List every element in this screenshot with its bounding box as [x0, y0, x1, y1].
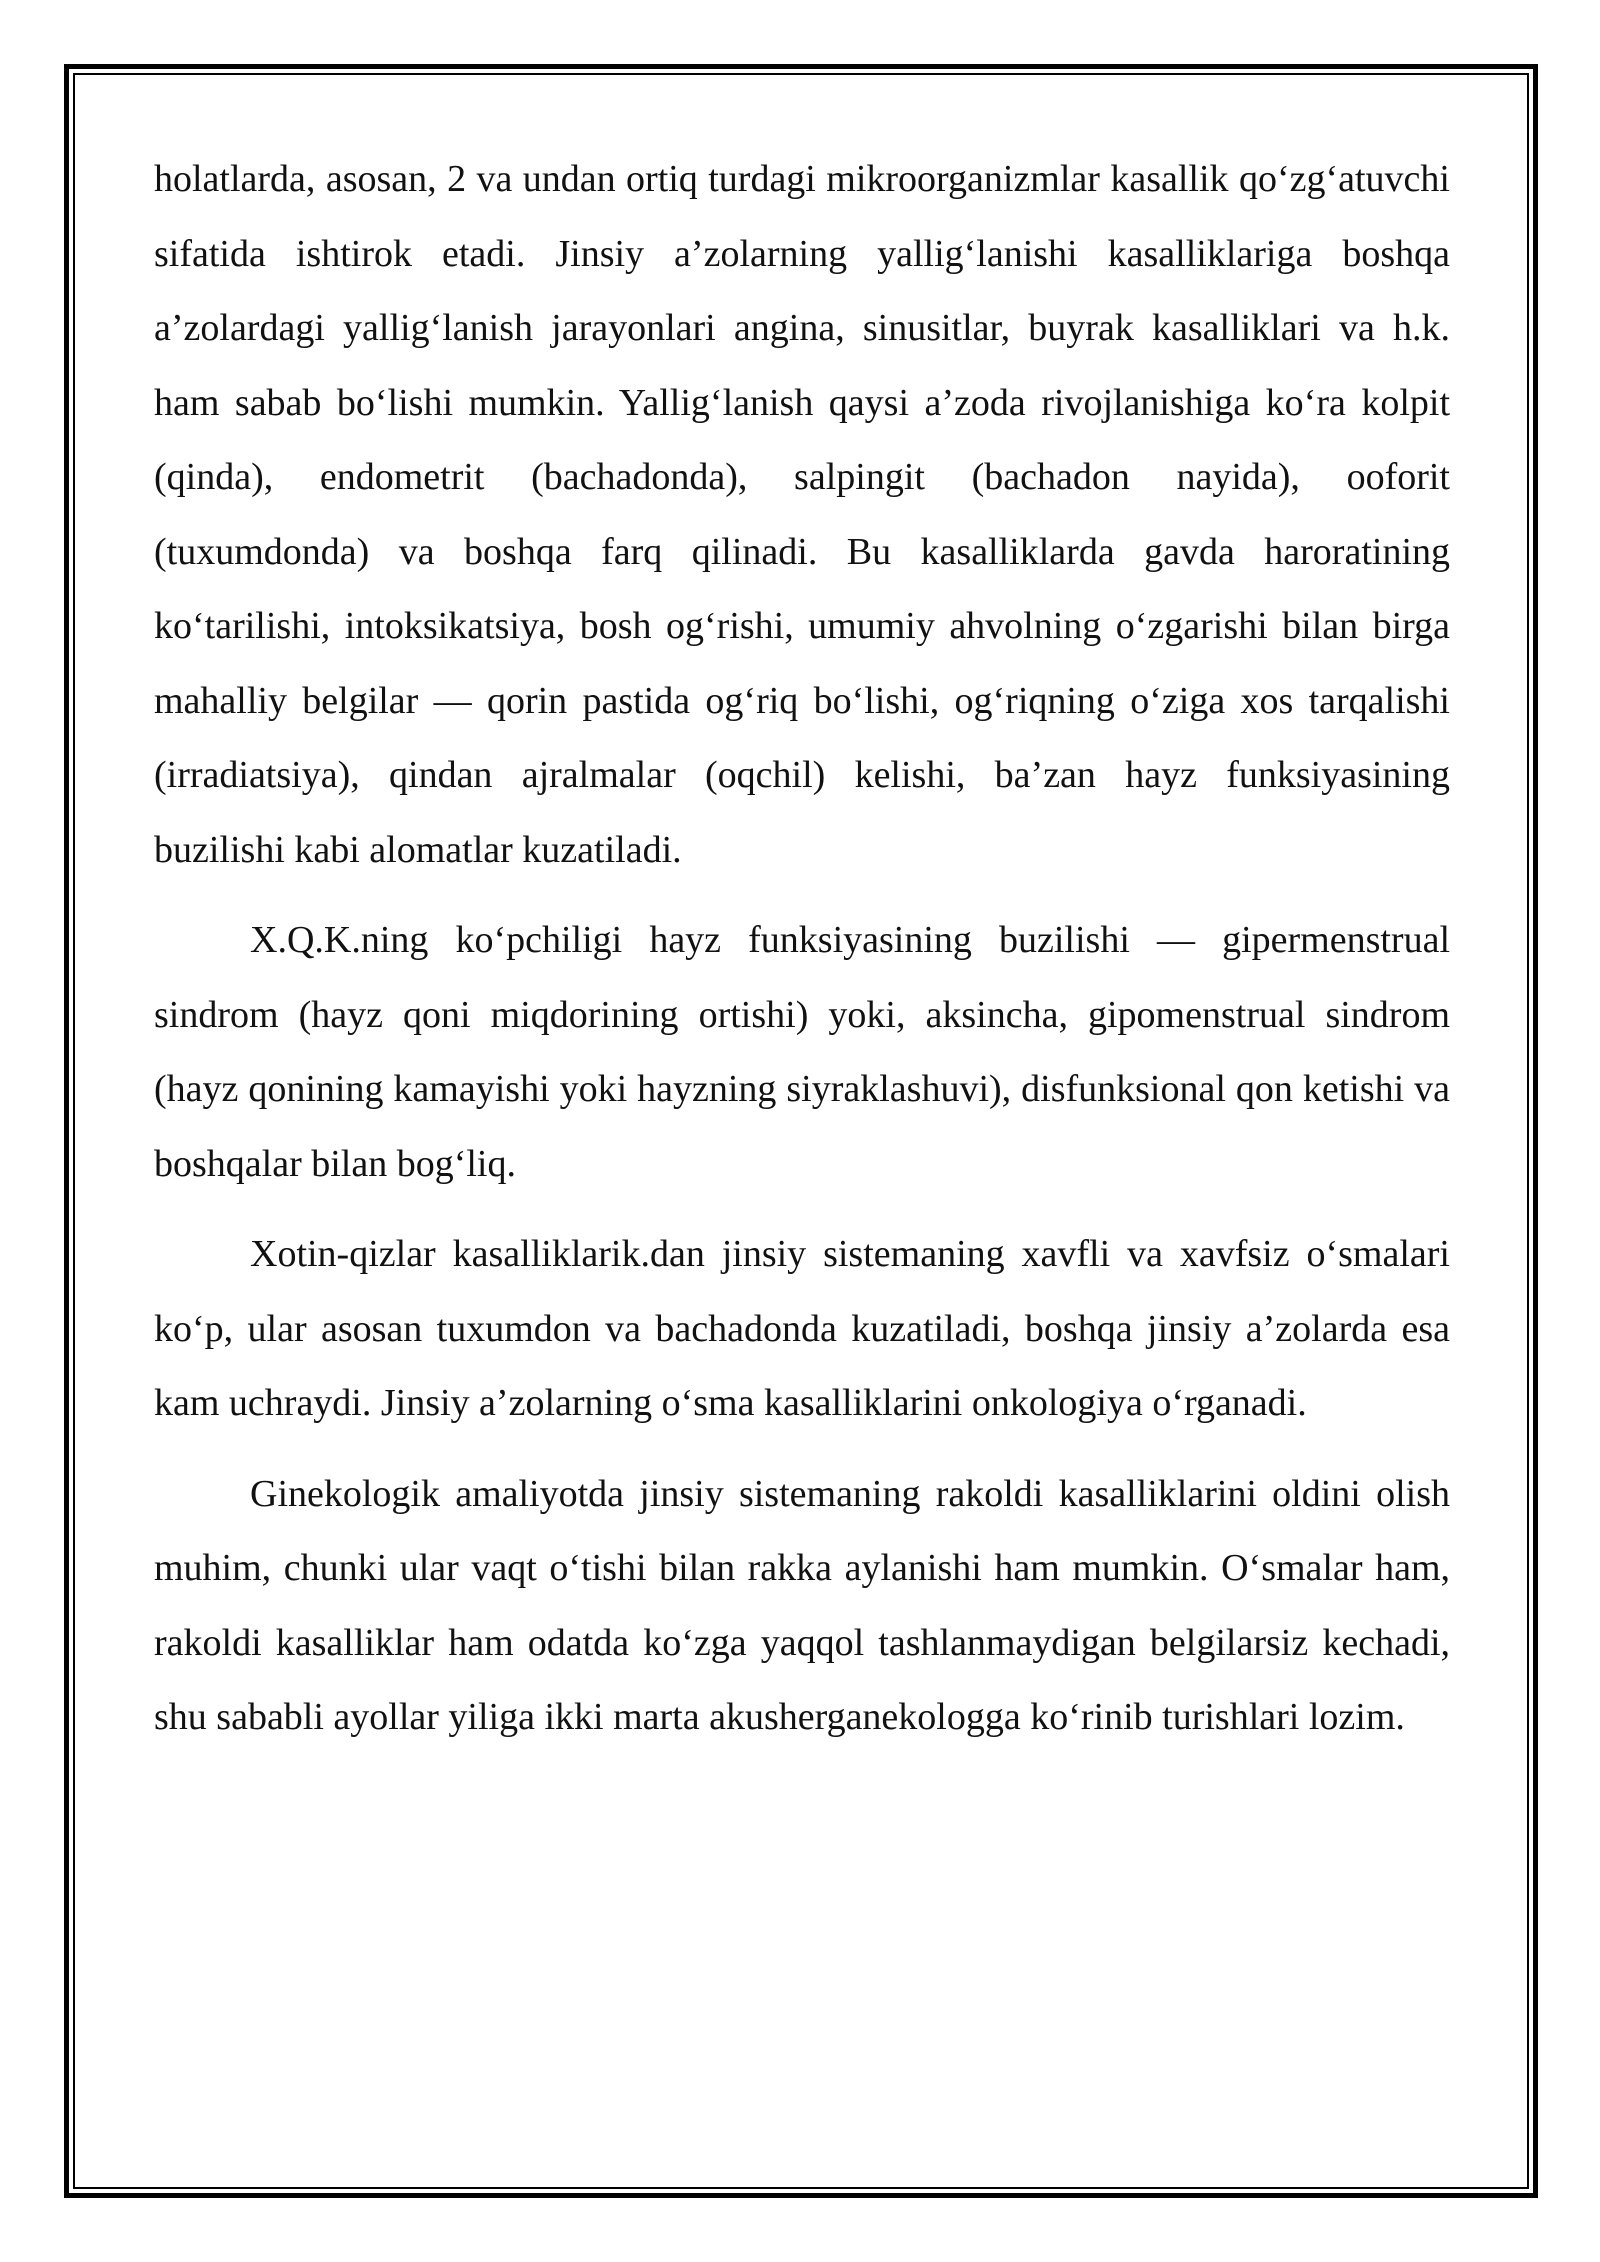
- paragraph-1: holatlarda, asosan, 2 va undan ortiq turdagi mikroorganizmlar kasallik qo‘zg‘atuvchi sifatida ishtirok etadi. Jinsiy a’zolarning yallig‘lanishi kasalliklariga boshqa a’zolardagi yallig‘lanish jarayonlari angina, sinusitlar, buyrak kasalliklari va h.k. ham sabab bo‘lishi mumkin. Yallig‘lanish qaysi a’zoda rivojlanishiga ko‘ra kolpit (qinda), endometrit (bachadonda), salpingit (bachadon nayida), ooforit (tuxumdonda) va boshqa farq qilinadi. Bu kasalliklarda gavda haroratining ko‘tarilishi, intoksikatsiya, bosh og‘rishi, umumiy ahvolning o‘zgarishi bilan birga mahalliy belgilar — qorin pastida og‘riq bo‘lishi, og‘riqning o‘ziga xos tarqalishi (irradiatsiya), qindan ajralmalar (oqchil) kelishi, ba’zan hayz funksiyasining buzilishi kabi alomatlar kuzatiladi.: [154, 158, 1450, 871]
- paragraph-2: X.Q.K.ning ko‘pchiligi hayz funksiyasining buzilishi — gipermenstrual sindrom (hayz qoni miqdorining ortishi) yoki, aksincha, gipomenstrual sindrom (hayz qonining kamayishi yoki hayzning siyraklashuvi), disfunksional qon ketishi va boshqalar bilan bog‘liq.: [154, 919, 1450, 1185]
- document-body: [154, 142, 1450, 1771]
- paragraph-4: Ginekologik amaliyotda jinsiy sistemaning rakoldi kasalliklarini oldini olish muhim, chunki ular vaqt o‘tishi bilan rakka aylanishi ham mumkin. O‘smalar ham, rakoldi kasalliklar ham odatda ko‘zga yaqqol tashlanmaydigan belgilarsiz kechadi, shu sababli ayollar yiliga ikki marta akusherganekologga ko‘rinib turishlari lozim.: [154, 1472, 1450, 1738]
- paragraph-3: Xotin-qizlar kasalliklarik.dan jinsiy sistemaning xavfli va xavfsiz o‘smalari ko‘p, ular asosan tuxumdon va bachadonda kuzatiladi, boshqa jinsiy a’zolarda esa kam uchraydi. Jinsiy a’zolarning o‘sma kasalliklarini onkologiya o‘rganadi.: [154, 1233, 1450, 1424]
